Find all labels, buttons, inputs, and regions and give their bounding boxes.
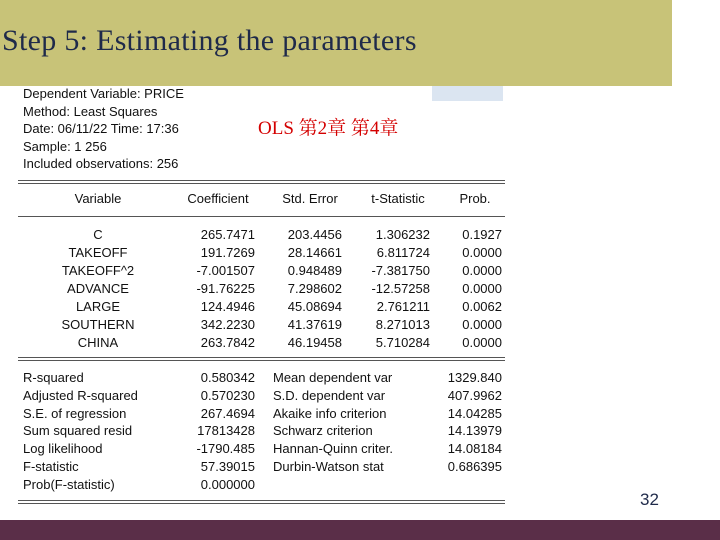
header-line-method: Method: Least Squares (23, 103, 158, 119)
stat-value: 17813428 (197, 423, 255, 439)
cell-std-error: 45.08694 (287, 299, 342, 314)
cell-coefficient: -91.76225 (196, 281, 255, 296)
cell-variable: ADVANCE (67, 281, 129, 296)
stat-value-right: 14.04285 (447, 405, 502, 421)
header-line-dependent-variable: Dependent Variable: PRICE (23, 86, 184, 101)
accent-box (432, 86, 503, 101)
cell-t-statistic: 2.761211 (376, 299, 430, 314)
cell-prob: 0.1927 (462, 227, 502, 242)
table-mid-rule (18, 357, 505, 358)
cell-coefficient: 191.7269 (200, 245, 255, 260)
cell-prob: 0.0000 (462, 335, 502, 350)
title-bar-right-strip (672, 0, 720, 86)
cell-coefficient: -7.001507 (196, 263, 255, 278)
slide-title: Step 5: Estimating the parameters (2, 24, 417, 57)
page-number: 32 (640, 490, 659, 509)
stat-value-right: 0.686395 (447, 459, 502, 474)
column-header-prob: Prob. (459, 191, 491, 206)
stat-label-right: Durbin-Watson stat (273, 459, 384, 474)
stat-label-right: S.D. dependent var (273, 387, 386, 403)
cell-t-statistic: 5.710284 (375, 335, 430, 350)
cell-std-error: 203.4456 (287, 227, 342, 242)
regression-output-header (23, 85, 184, 173)
stat-value-right: 14.13979 (447, 423, 502, 439)
footer-bar (0, 520, 720, 540)
cell-prob: 0.0000 (462, 245, 502, 260)
stat-label: Sum squared resid (23, 423, 133, 439)
cell-variable: SOUTHERN (61, 317, 135, 332)
cell-variable: TAKEOFF (68, 245, 128, 260)
table-top-rule (18, 180, 505, 181)
stat-label: S.E. of regression (23, 405, 127, 421)
table-header-rule (18, 216, 505, 217)
cell-variable: LARGE (75, 299, 121, 314)
stat-label-right: Schwarz criterion (273, 423, 373, 439)
cell-t-statistic: 6.811724 (376, 245, 430, 260)
cell-prob: 0.0000 (462, 317, 502, 332)
cell-variable: TAKEOFF^2 (61, 263, 135, 278)
cell-prob: 0.0062 (462, 299, 502, 314)
header-line-date: Date: 06/11/22 Time: 17:36 (23, 121, 179, 137)
stat-label-right: Akaike info criterion (273, 405, 387, 421)
stat-value: 57.39015 (200, 459, 255, 474)
stat-label: F-statistic (23, 459, 79, 474)
cell-variable: C (93, 227, 103, 242)
cell-t-statistic: -7.381750 (371, 263, 430, 278)
cell-t-statistic: 1.306232 (375, 227, 430, 242)
cell-std-error: 41.37619 (287, 317, 342, 332)
cell-std-error: 0.948489 (287, 263, 342, 278)
cell-t-statistic: 8.271013 (375, 317, 430, 332)
column-header-coefficient: Coefficient (187, 191, 249, 206)
cell-prob: 0.0000 (462, 263, 502, 278)
table-bottom-rule (18, 500, 505, 501)
column-header-std-error: Std. Error (282, 191, 338, 206)
stat-value-right (430, 476, 502, 494)
cell-coefficient: 263.7842 (200, 335, 255, 350)
stat-label: Adjusted R-squared (23, 387, 138, 403)
cell-coefficient: 124.4946 (200, 299, 255, 314)
stat-value: -1790.485 (196, 441, 255, 457)
column-header-variable: Variable (74, 191, 122, 206)
header-line-observations: Included observations: 256 (23, 156, 179, 172)
stat-label: Log likelihood (23, 441, 103, 457)
stat-value: 0.580342 (200, 370, 255, 385)
cell-coefficient: 342.2230 (200, 317, 255, 332)
stat-label-right (273, 476, 433, 494)
stat-value-right: 407.9962 (447, 387, 502, 403)
cell-std-error: 46.19458 (287, 335, 342, 350)
stat-value-right: 1329.840 (447, 370, 502, 385)
cell-std-error: 7.298602 (287, 281, 342, 296)
cell-variable: CHINA (77, 335, 119, 350)
header-line-sample: Sample: 1 256 (23, 138, 107, 154)
stat-label: R-squared (23, 370, 84, 385)
stat-label: Prob(F-statistic) (23, 476, 115, 492)
cell-std-error: 28.14661 (287, 245, 342, 260)
stat-value: 267.4694 (200, 405, 255, 421)
ols-chapter-note: OLS 第2章 第4章 (258, 118, 399, 139)
cell-coefficient: 265.7471 (200, 227, 255, 242)
stat-value: 0.570230 (200, 387, 255, 403)
cell-t-statistic: -12.57258 (371, 281, 430, 296)
cell-prob: 0.0000 (462, 281, 502, 296)
stat-label-right: Mean dependent var (273, 370, 393, 385)
column-header-t-statistic: t-Statistic (371, 191, 425, 206)
stat-value: 0.000000 (200, 476, 255, 492)
stat-label-right: Hannan-Quinn criter. (273, 441, 393, 457)
stat-value-right: 14.08184 (447, 441, 502, 457)
